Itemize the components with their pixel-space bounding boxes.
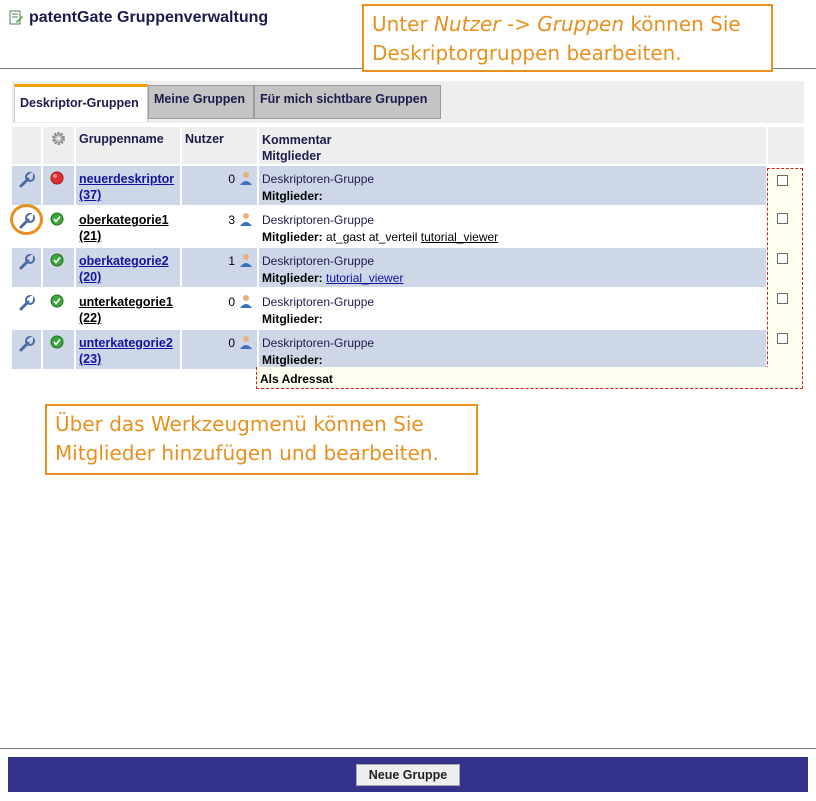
group-name-link[interactable]: neuerdeskriptor (37) <box>79 172 175 202</box>
tab-sichtbare-gruppen[interactable]: Für mich sichtbare Gruppen <box>254 85 441 119</box>
new-group-button[interactable]: Neue Gruppe <box>356 764 460 786</box>
user-count: 0 <box>228 295 235 309</box>
user-icon[interactable] <box>239 253 253 267</box>
user-icon[interactable] <box>239 212 253 226</box>
header-check-col <box>768 127 804 164</box>
table-row <box>12 166 804 205</box>
page-title: patentGate Gruppenverwaltung <box>29 9 269 26</box>
header-name[interactable]: Gruppenname <box>76 127 180 164</box>
callout-text: können Sie <box>624 12 741 36</box>
group-name-link[interactable]: oberkategorie1 (21) <box>79 213 169 243</box>
header-tool-col <box>12 127 41 164</box>
wrench-icon[interactable] <box>18 171 36 189</box>
group-name-link[interactable]: unterkategorie2 (23) <box>79 336 173 366</box>
recipient-checkbox[interactable] <box>777 213 788 224</box>
recipient-checkbox[interactable] <box>777 333 788 344</box>
tab-bar <box>12 81 804 123</box>
user-count: 3 <box>228 213 235 227</box>
help-callout-tools <box>45 404 478 475</box>
group-comment: Deskriptoren-Gruppe <box>262 172 375 186</box>
user-icon[interactable] <box>239 171 253 185</box>
recipient-checkbox-column <box>767 168 803 389</box>
members-label: Mitglieder: <box>262 230 323 244</box>
status-active-icon <box>50 294 64 308</box>
status-active-icon <box>50 212 64 226</box>
group-comment: Deskriptoren-Gruppe <box>262 254 375 268</box>
status-active-icon <box>50 253 64 267</box>
user-icon[interactable] <box>239 294 253 308</box>
wrench-icon[interactable] <box>18 335 36 353</box>
callout-text: Mitglieder hinzufügen und bearbeiten. <box>55 441 439 465</box>
user-count: 0 <box>228 336 235 350</box>
group-name-link[interactable]: oberkategorie2 (20) <box>79 254 169 284</box>
recipient-checkbox[interactable] <box>777 293 788 304</box>
members-label: Mitglieder: <box>262 353 323 367</box>
recipient-checkbox[interactable] <box>777 175 788 186</box>
help-callout-groups <box>362 4 773 72</box>
highlight-circle <box>10 204 43 235</box>
footer <box>0 748 816 801</box>
member-name: at_verteil <box>368 230 418 244</box>
status-active-icon <box>50 335 64 349</box>
members-label: Mitglieder: <box>262 189 323 203</box>
recipient-checkbox[interactable] <box>777 253 788 264</box>
member-link[interactable]: tutorial_viewer <box>326 271 404 285</box>
user-count: 1 <box>228 254 235 268</box>
gear-icon <box>51 131 66 146</box>
header-users[interactable]: Nutzer <box>182 127 257 164</box>
wrench-icon[interactable] <box>18 253 36 271</box>
callout-text: Unter <box>372 12 435 36</box>
table-row <box>12 289 804 328</box>
wrench-icon[interactable] <box>18 294 36 312</box>
member-name: at_gast <box>326 230 366 244</box>
group-comment: Deskriptoren-Gruppe <box>262 295 375 309</box>
member-link[interactable]: tutorial_viewer <box>420 230 499 244</box>
callout-emphasis: Nutzer -> Gruppen <box>434 12 625 36</box>
groups-table <box>10 125 806 371</box>
user-count: 0 <box>228 172 235 186</box>
members-label: Mitglieder: <box>262 271 323 285</box>
group-name-link[interactable]: unterkategorie1 (22) <box>79 295 173 325</box>
tab-meine-gruppen[interactable]: Meine Gruppen <box>148 85 254 119</box>
table-row <box>12 248 804 287</box>
callout-text: Deskriptorgruppen bearbeiten. <box>372 41 682 65</box>
table-row <box>12 207 804 246</box>
table-row <box>12 330 804 369</box>
header-status-col <box>43 127 74 164</box>
members-label: Mitglieder: <box>262 312 323 326</box>
tab-deskriptor-gruppen[interactable]: Deskriptor-Gruppen <box>14 84 148 122</box>
group-comment: Deskriptoren-Gruppe <box>262 213 375 227</box>
as-recipient-label: Als Adressat <box>256 367 803 389</box>
callout-text: Über das Werkzeugmenü können Sie <box>55 412 424 436</box>
header-comment: Kommentar Mitglieder <box>259 127 766 164</box>
document-edit-icon <box>9 10 23 25</box>
status-inactive-icon <box>50 171 64 185</box>
group-comment: Deskriptoren-Gruppe <box>262 336 375 350</box>
user-icon[interactable] <box>239 335 253 349</box>
